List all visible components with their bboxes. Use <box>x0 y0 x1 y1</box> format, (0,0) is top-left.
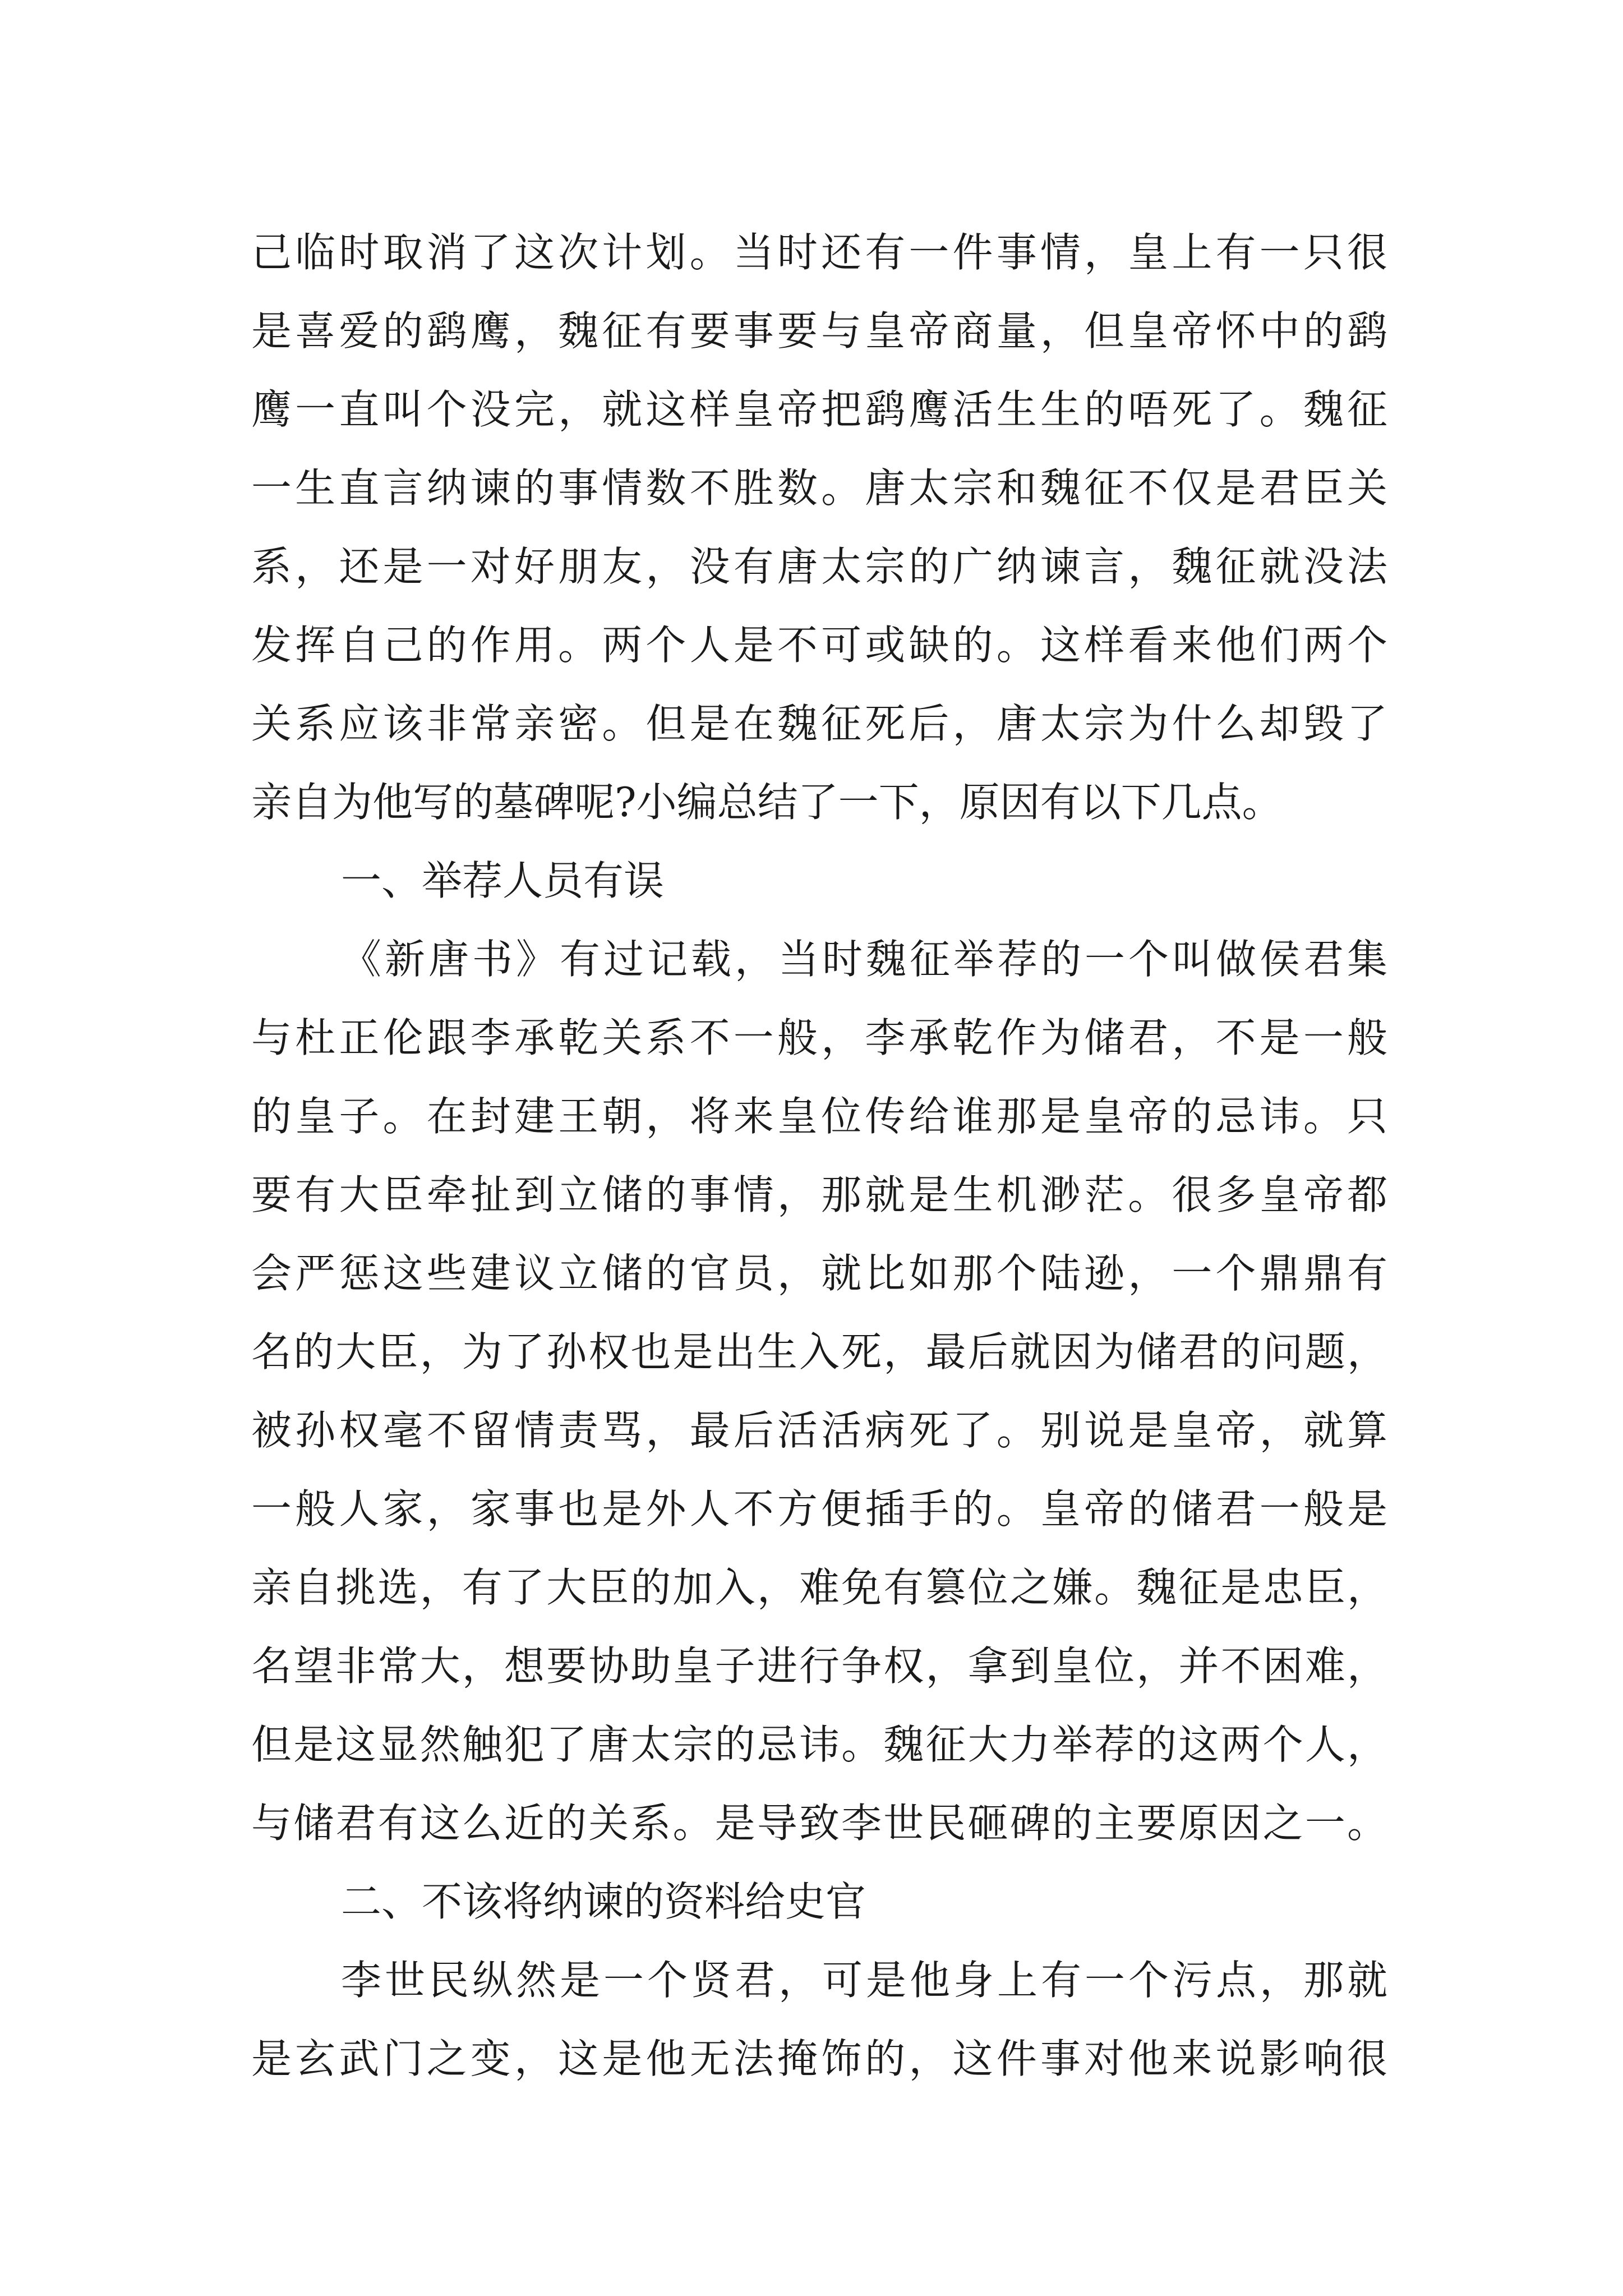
text-line: 发挥自己的作用。两个人是不可或缺的。这样看来他们两个 <box>251 622 1387 669</box>
text-line: 被孙权毫不留情责骂，最后活活病死了。别说是皇帝，就算 <box>251 1407 1387 1454</box>
text-line: 与储君有这么近的关系。是导致李世民砸碑的主要原因之一。 <box>251 1800 1387 1847</box>
text-line: 的皇子。在封建王朝，将来皇位传给谁那是皇帝的忌讳。只 <box>251 1093 1387 1140</box>
text-line: 是喜爱的鹞鹰，魏征有要事要与皇帝商量，但皇帝怀中的鹞 <box>251 307 1387 355</box>
section-heading: 一、举荐人员有误 <box>341 857 665 904</box>
text-line: 名望非常大，想要协助皇子进行争权，拿到皇位，并不困难， <box>251 1642 1387 1690</box>
text-line: 一生直言纳谏的事情数不胜数。唐太宗和魏征不仅是君臣关 <box>251 464 1387 512</box>
text-line: 己临时取消了这次计划。当时还有一件事情，皇上有一只很 <box>251 229 1387 276</box>
text-line: 一般人家，家事也是外人不方便插手的。皇帝的储君一般是 <box>251 1485 1387 1533</box>
text-line: 《新唐书》有过记载，当时魏征举荐的一个叫做侯君集 <box>341 936 1387 983</box>
text-line: 关系应该非常亲密。但是在魏征死后，唐太宗为什么却毁了 <box>251 700 1387 747</box>
section-heading: 二、不该将纳谏的资料给史官 <box>341 1878 866 1925</box>
text-line: 亲自为他写的墓碑呢?小编总结了一下，原因有以下几点。 <box>251 779 1283 826</box>
text-line: 鹰一直叫个没完，就这样皇帝把鹞鹰活生生的唔死了。魏征 <box>251 386 1387 433</box>
text-line: 与杜正伦跟李承乾关系不一般，李承乾作为储君，不是一般 <box>251 1014 1387 1061</box>
text-line: 李世民纵然是一个贤君，可是他身上有一个污点，那就 <box>341 1957 1387 2004</box>
text-line: 名的大臣，为了孙权也是出生入死，最后就因为储君的问题， <box>251 1328 1387 1375</box>
text-line: 是玄武门之变，这是他无法掩饰的，这件事对他来说影响很 <box>251 2035 1387 2082</box>
text-line: 亲自挑选，有了大臣的加入，难免有篡位之嫌。魏征是忠臣， <box>251 1564 1387 1611</box>
text-line: 会严惩这些建议立储的官员，就比如那个陆逊，一个鼎鼎有 <box>251 1250 1387 1297</box>
text-line: 系，还是一对好朋友，没有唐太宗的广纳谏言，魏征就没法 <box>251 543 1387 590</box>
text-line: 但是这显然触犯了唐太宗的忌讳。魏征大力举荐的这两个人， <box>251 1721 1387 1768</box>
text-line: 要有大臣牵扯到立储的事情，那就是生机渺茫。很多皇帝都 <box>251 1171 1387 1218</box>
